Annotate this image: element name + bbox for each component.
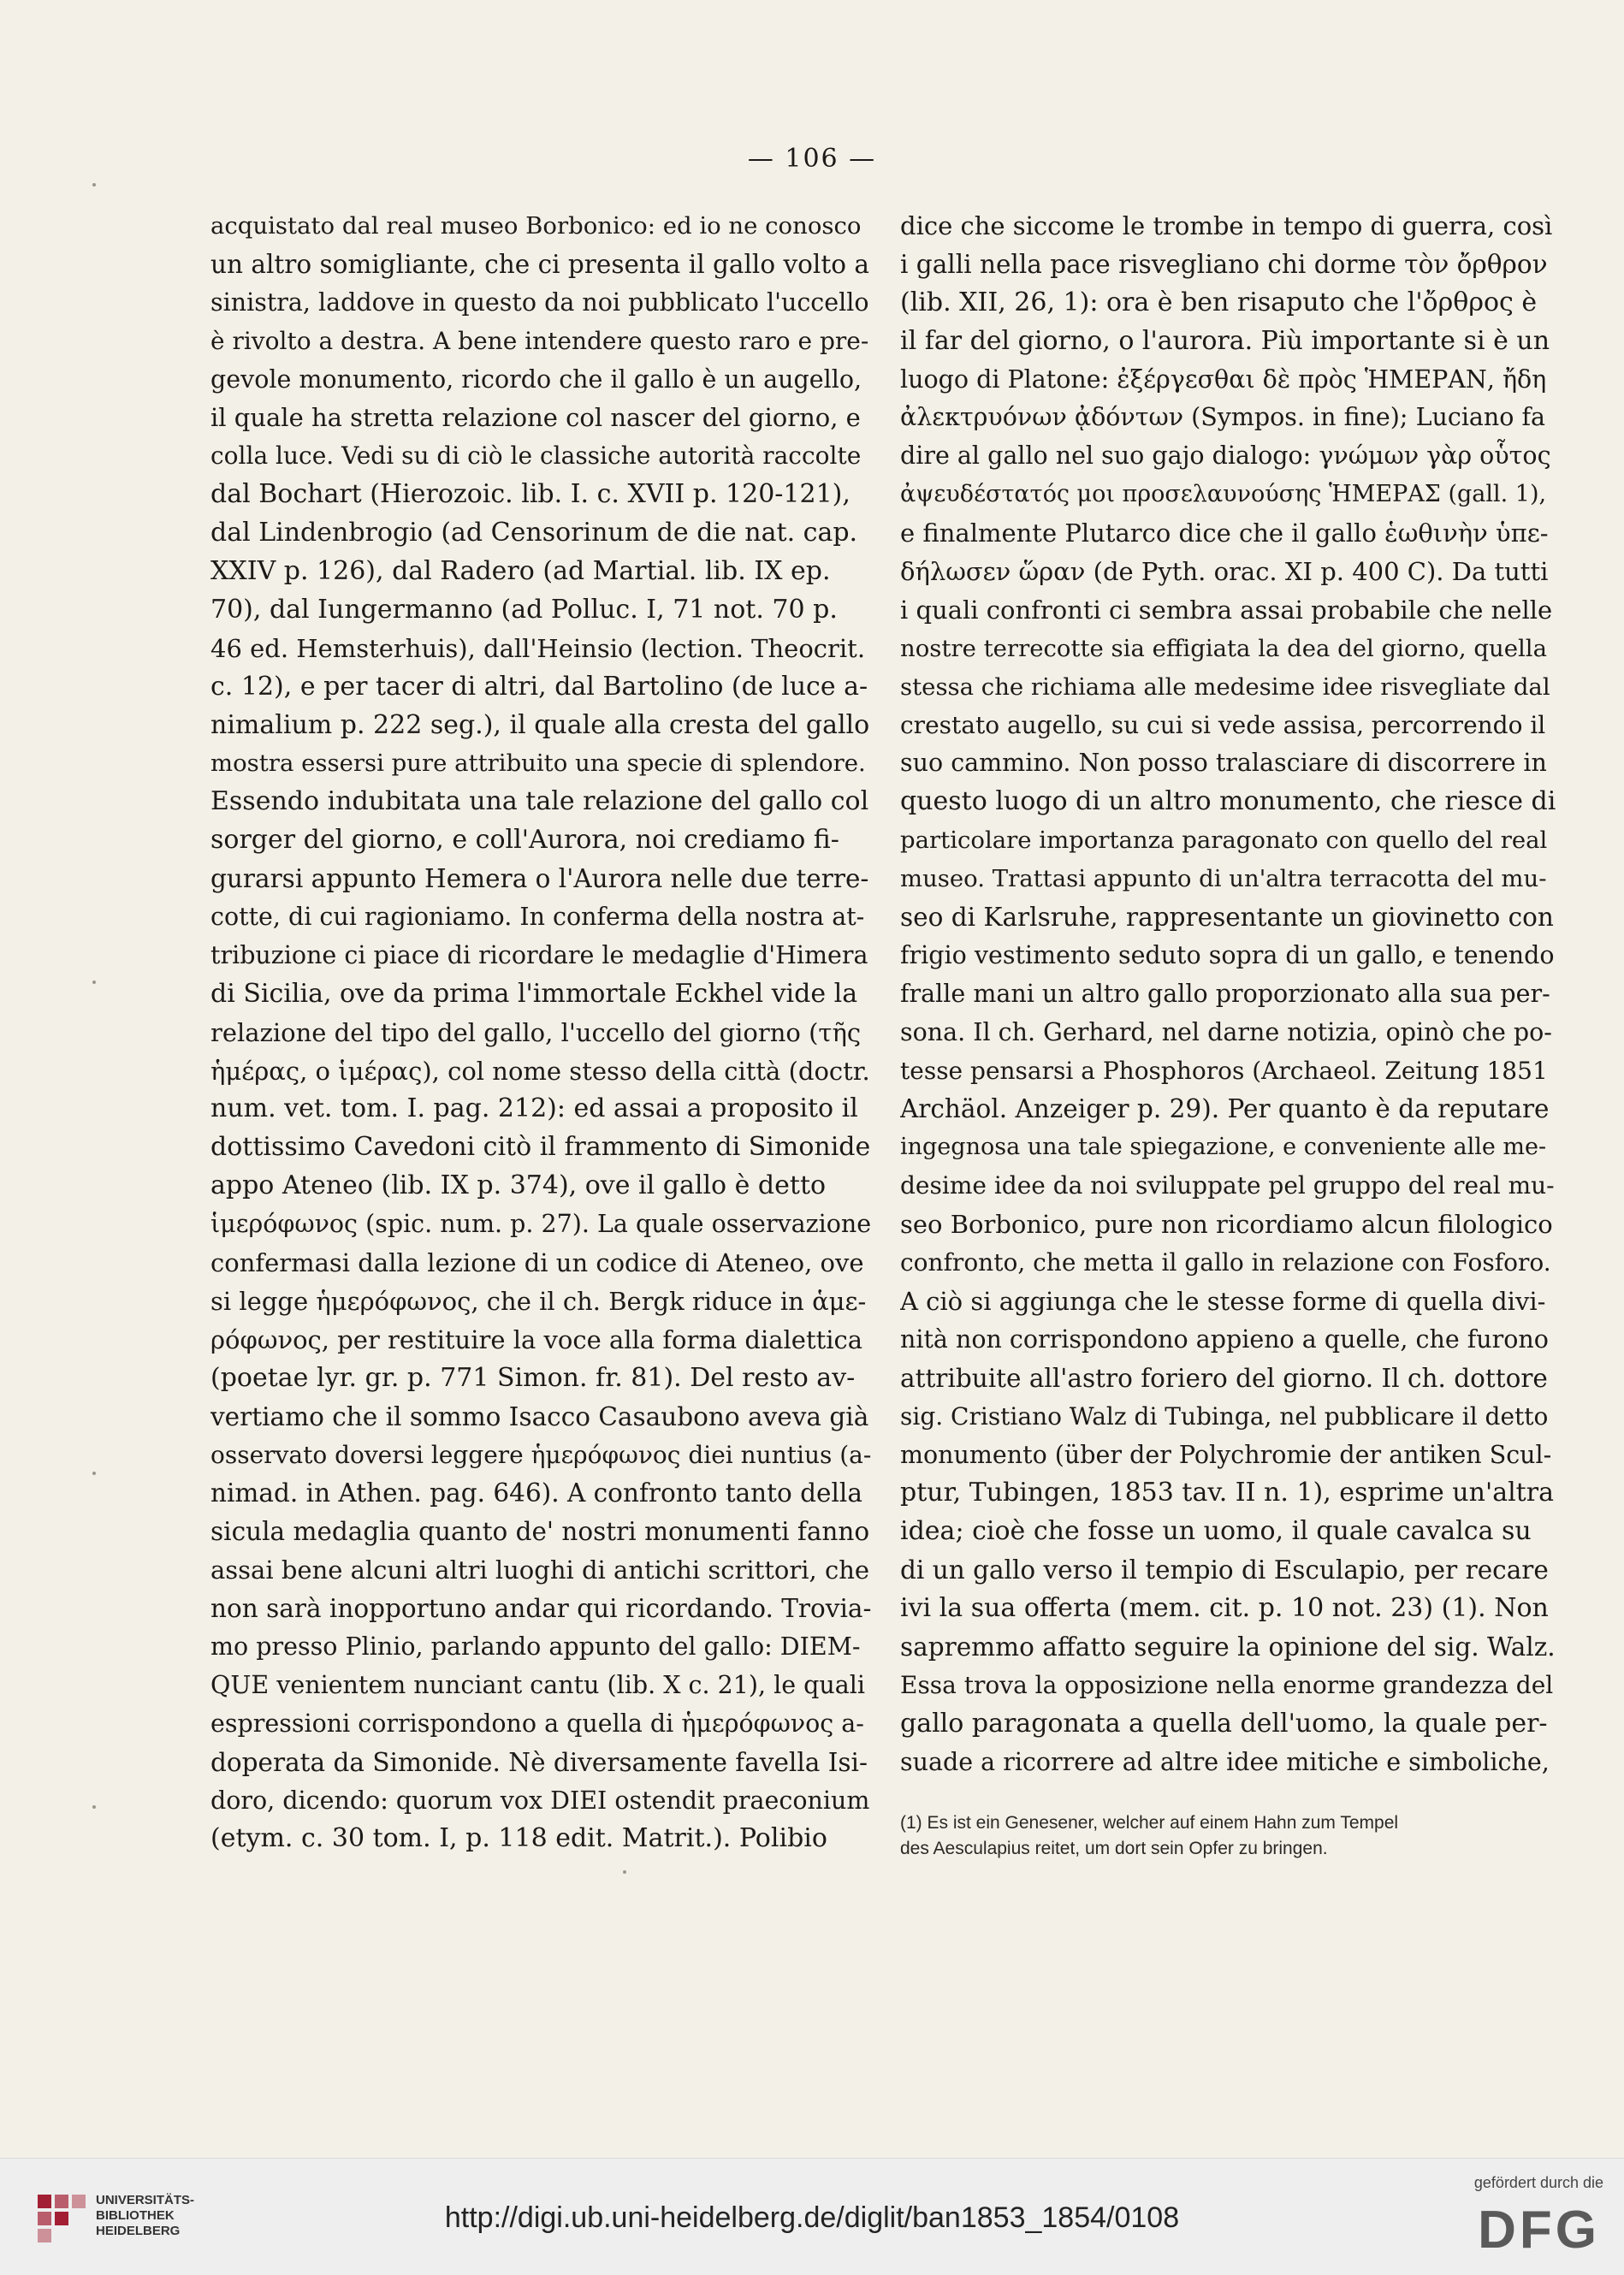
text-line: relazione del tipo del gallo, l'uccello del giorno (τῆς (210, 1017, 862, 1047)
footer-bar (0, 2158, 1624, 2275)
text-line: ingegnosa una tale spiegazione, e conveniente alle me- (900, 1134, 1547, 1161)
library-line: UNIVERSITÄTS- (96, 2193, 195, 2207)
text-line: sona. Il ch. Gerhard, nel darne notizia, opinò che po- (900, 1017, 1552, 1046)
text-line: luogo di Platone: ἐξέργεσθαι δὲ πρὸς ἩΜΕΡΑΝ, ἤδη (900, 364, 1547, 394)
text-line: mostra essersi pure attribuito una specie di splendore. (210, 749, 866, 778)
text-line: cotte, di cui ragioniamo. In conferma della nostra at- (210, 903, 865, 932)
text-line: nimad. in Athen. pag. 646). A confronto tanto della (210, 1478, 862, 1508)
text-line: num. vet. tom. I. pag. 212): ed assai a proposito il (210, 1093, 858, 1124)
text-line: δήλωσεν ὥραν (de Pyth. orac. XI p. 400 C). Da tutti (900, 557, 1549, 587)
text-line: frigio vestimento seduto sopra di un gallo, e tenendo (900, 940, 1555, 969)
text-line: fralle mani un altro gallo proporzionato alla sua per- (900, 979, 1550, 1008)
footnote (900, 1810, 1556, 1862)
stray-mark (92, 183, 96, 187)
text-line: dire al gallo nel suo gajo dialogo: γνώμων γὰρ οὗτος (900, 441, 1551, 471)
text-line: tribuzione ci piace di ricordare le medaglie d'Himera (210, 940, 868, 969)
text-line: attribuite all'astro foriero del giorno. Il ch. dottore (900, 1363, 1548, 1393)
text-line: confronto, che metta il gallo in relazione con Fosforo. (900, 1248, 1551, 1277)
text-line: espressioni corrispondono a quella di ἡμερόφωνος a- (210, 1709, 864, 1738)
text-line: doro, dicendo: quorum vox DIEI ostendit praeconium (210, 1786, 870, 1815)
text-line: nimalium p. 222 seg.), il quale alla cresta del gallo (210, 709, 870, 740)
text-line: ἱμερόφωνος (spic. num. p. 27). La quale osservazione (210, 1210, 871, 1239)
text-line: 70), dal Iungermanno (ad Polluc. I, 71 not. 70 p. (210, 594, 838, 625)
text-line: mo presso Plinio, parlando appunto del gallo: DIEM- (210, 1632, 861, 1661)
footnote-line: des Aesculapius reitet, um dort sein Opfer zu bringen. (900, 1839, 1328, 1858)
text-line: (etym. c. 30 tom. I, p. 118 edit. Matrit.). Polibio (210, 1823, 827, 1854)
stray-mark (623, 1870, 626, 1874)
stray-mark (92, 981, 96, 984)
text-line: è rivolto a destra. A bene intendere questo raro e pre- (210, 326, 869, 355)
text-line: assai bene alcuni altri luoghi di antichi scrittori, che (210, 1555, 870, 1585)
text-line: sicula medaglia quanto de' nostri monumenti fanno (210, 1517, 870, 1547)
text-line: idea; cioè che fosse un uomo, il quale cavalca su (900, 1516, 1532, 1547)
text-line: gurarsi appunto Hemera o l'Aurora nelle due terre- (210, 864, 869, 894)
text-line: acquistato dal real museo Borbonico: ed io ne conosco (210, 212, 862, 240)
text-line: seo di Karlsruhe, rappresentante un giovinetto con (900, 903, 1554, 933)
text-line: Essa trova la opposizione nella enorme grandezza del (900, 1670, 1554, 1699)
text-line: particolare importanza paragonato con quello del real (900, 826, 1548, 855)
text-line: ρόφωνος, per restituire la voce alla forma dialettica (210, 1324, 863, 1354)
text-line: (poetae lyr. gr. p. 771 Simon. fr. 81). Del resto av- (210, 1362, 856, 1393)
text-line: dal Bochart (Hierozoic. lib. I. c. XVII p. 120-121), (210, 479, 851, 510)
text-line: sig. Cristiano Walz di Tubinga, nel pubblicare il detto (900, 1401, 1549, 1431)
library-line: BIBLIOTHEK (96, 2208, 175, 2223)
left-column (210, 207, 871, 1858)
text-line: desime idee da noi sviluppate pel gruppo del real mu- (900, 1171, 1555, 1200)
text-line: (lib. XII, 26, 1): ora è ben risaputo che l'ὄρθρος è (900, 287, 1538, 317)
text-line: Archäol. Anzeiger p. 29). Per quanto è da reputare (900, 1094, 1550, 1124)
text-line: Essendo indubitata una tale relazione del gallo col (210, 786, 869, 817)
text-line: sapremmo affatto seguire la opinione del sig. Walz. (900, 1632, 1556, 1662)
text-line: ivi la sua offerta (mem. cit. p. 10 not. 23) (1). Non (900, 1593, 1549, 1624)
library-line: HEIDELBERG (96, 2224, 181, 2238)
stray-mark (92, 1805, 96, 1809)
text-line: dottissimo Cavedoni citò il frammento di Simonide (210, 1132, 871, 1163)
text-line: di un gallo verso il tempio di Esculapio, per recare (900, 1555, 1549, 1585)
dfg-logo: DFG (1478, 2201, 1600, 2260)
text-line: tesse pensarsi a Phosphoros (Archaeol. Zeitung 1851 (900, 1056, 1548, 1085)
right-column (900, 207, 1556, 1782)
text-line: QUE venientem nunciant cantu (lib. X c. 21), le quali (210, 1670, 865, 1699)
text-line: si legge ἡμερόφωνος, che il ch. Bergk riduce in ἁμε- (210, 1286, 867, 1316)
text-line: gevole monumento, ricordo che il gallo è un augello, (210, 364, 862, 394)
text-line: appo Ateneo (lib. IX p. 374), ove il gallo è detto (210, 1170, 827, 1201)
text-line: ptur, Tubingen, 1853 tav. II n. 1), esprime un'altra (900, 1478, 1554, 1508)
text-line: suo cammino. Non posso tralasciare di discorrere in (900, 749, 1547, 778)
text-line: i quali confronti ci sembra assai probabile che nelle (900, 595, 1553, 625)
text-line: stessa che richiama alle medesime idee risvegliate dal (900, 672, 1550, 701)
text-line: il far del giorno, o l'aurora. Più importante si è un (900, 325, 1550, 356)
text-line: vertiamo che il sommo Isacco Casaubono aveva già (210, 1401, 869, 1431)
text-line: colla luce. Vedi su di ciò le classiche autorità raccolte (210, 441, 862, 471)
stray-mark (92, 1472, 96, 1475)
text-line: museo. Trattasi appunto di un'altra terracotta del mu- (900, 865, 1547, 893)
text-line: seo Borbonico, pure non ricordiamo alcun filologico (900, 1210, 1553, 1240)
text-line: un altro somigliante, che ci presenta il gallo volto a (210, 249, 869, 279)
text-line: gallo paragonata a quella dell'uomo, la quale per- (900, 1708, 1548, 1739)
text-line: ἀψευδέστατός μοι προσελαυνούσης ἩΜΕΡΑΣ (gall. 1), (900, 481, 1547, 508)
text-line: doperata da Simonide. Nè diversamente favella Isi- (210, 1747, 868, 1777)
text-line: ἀλεκτρυόνων ᾀδόντων (Sympos. in fine); Luciano fa (900, 403, 1546, 432)
text-line: non sarà inopportuno andar qui ricordando. Trovia- (210, 1594, 871, 1624)
text-line: il quale ha stretta relazione col nascer del giorno, e (210, 403, 861, 433)
text-line: ἡμέρας, o ἱμέρας), col nome stesso della città (doctr. (210, 1056, 870, 1086)
text-line: nità non corrispondono appieno a quelle, che furono (900, 1324, 1549, 1354)
text-line: nostre terrecotte sia effigiata la dea del giorno, quella (900, 634, 1547, 662)
source-url-link[interactable]: http://digi.ub.uni-heidelberg.de/diglit/ban1853_1854/0108 (444, 2201, 1180, 2234)
text-line: confermasi dalla lezione di un codice di Ateneo, ove (210, 1248, 864, 1278)
text-line: i galli nella pace risvegliano chi dorme τὸν ὄρθρον (900, 249, 1548, 279)
text-line: sinistra, laddove in questo da noi pubblicato l'uccello (210, 287, 869, 317)
text-line: osservato doversi leggere ἡμερόφωνος diei nuntius (a- (210, 1440, 871, 1469)
sponsor-label: gefördert durch die (1473, 2174, 1603, 2191)
page-number: — 106 — (747, 144, 877, 174)
text-line: 46 ed. Hemsterhuis), dall'Heinsio (lection. Theocrit. (210, 633, 866, 663)
text-line: di Sicilia, ove da prima l'immortale Eckhel vide la (210, 978, 858, 1009)
text-line: A ciò si aggiunga che le stesse forme di quella divi- (900, 1286, 1546, 1316)
text-line: e finalmente Plutarco dice che il gallo ἑωθινὴν ὑπε- (900, 518, 1549, 548)
text-line: XXIV p. 126), dal Radero (ad Martial. lib. IX ep. (210, 556, 831, 587)
text-line: dal Lindenbrogio (ad Censorinum de die nat. cap. (210, 518, 858, 548)
text-line: monumento (über der Polychromie der antiken Scul- (900, 1440, 1552, 1469)
text-line: dice che siccome le trombe in tempo di guerra, così (900, 211, 1553, 240)
footnote-line: (1) Es ist ein Genesener, welcher auf einem Hahn zum Tempel (900, 1813, 1399, 1833)
text-line: crestato augello, su cui si vede assisa, percorrendo il (900, 710, 1546, 739)
text-line: suade a ricorrere ad altre idee mitiche e simboliche, (900, 1747, 1550, 1776)
text-line: sorger del giorno, e coll'Aurora, noi crediamo fi- (210, 825, 839, 856)
text-line: questo luogo di un altro monumento, che riesce di (900, 786, 1556, 817)
text-line: c. 12), e per tacer di altri, dal Bartolino (de luce a- (210, 671, 868, 702)
